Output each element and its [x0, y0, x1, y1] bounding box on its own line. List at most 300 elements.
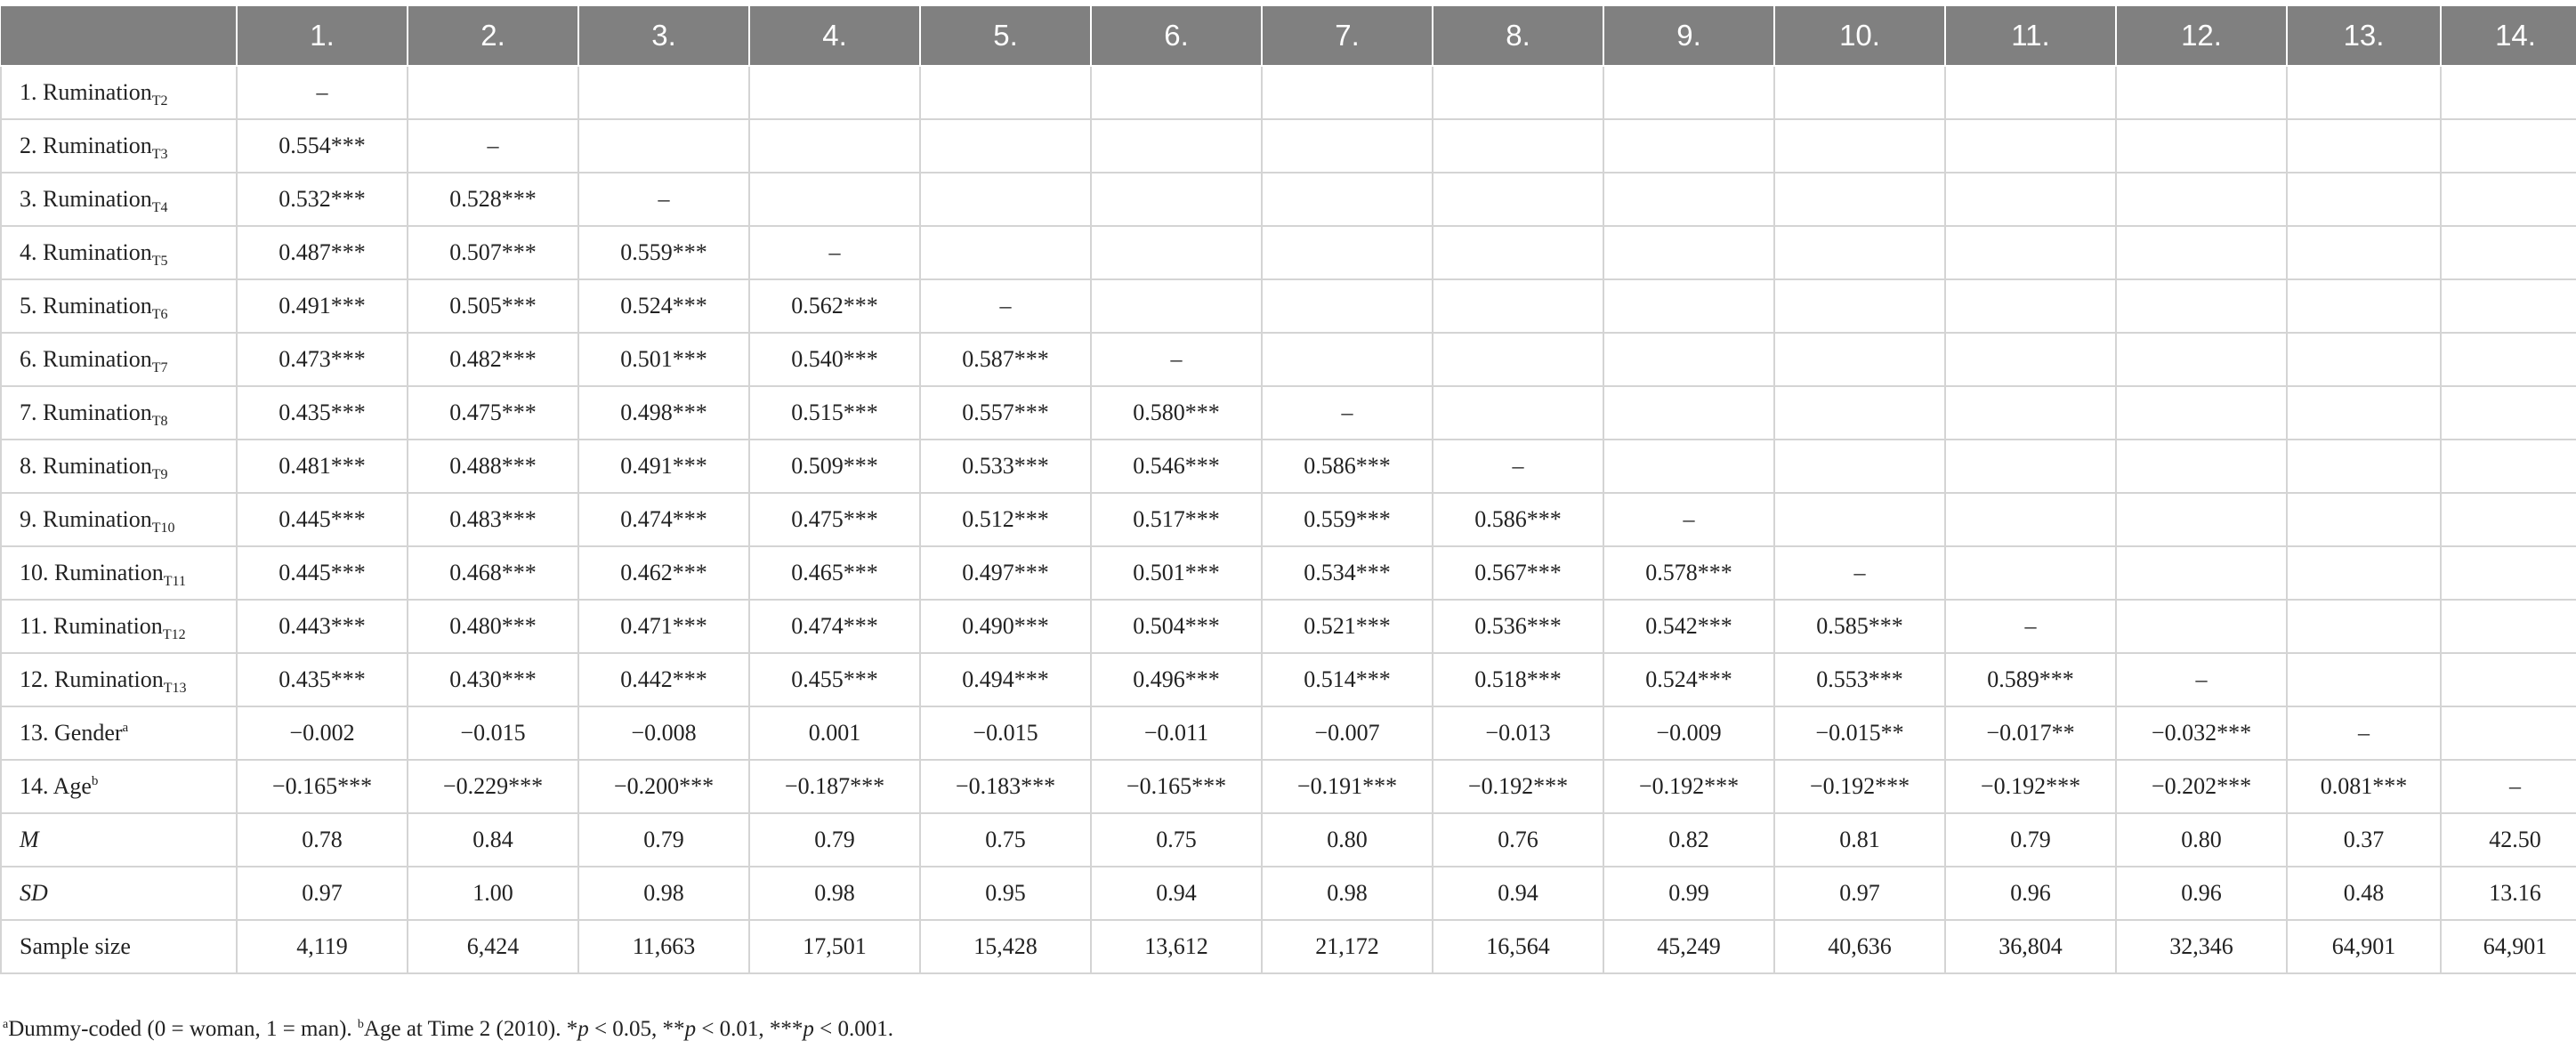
table-cell: 0.491*** [578, 440, 749, 493]
table-cell [578, 66, 749, 119]
table-cell: 32,346 [2116, 920, 2287, 973]
footnote-p-symbol: p [803, 1017, 814, 1041]
table-cell: 0.559*** [1262, 493, 1433, 546]
table-cell [1091, 119, 1262, 173]
table-cell: 0.488*** [408, 440, 578, 493]
row-label [1, 119, 237, 173]
table-cell: 0.94 [1091, 867, 1262, 920]
table-cell: 64,901 [2287, 920, 2441, 973]
table-cell: 0.98 [749, 867, 920, 920]
table-row [1, 333, 2576, 386]
column-header: 8. [1433, 6, 1603, 66]
footnote-p-symbol: p [684, 1017, 697, 1041]
table-cell: 0.501*** [1091, 546, 1262, 600]
table-cell [1945, 546, 2116, 600]
table-cell: 0.435*** [237, 653, 408, 706]
table-cell [2441, 653, 2576, 706]
table-cell: 0.37 [2287, 813, 2441, 867]
row-label-text: 3. Rumination [20, 186, 152, 212]
table-cell [1433, 66, 1603, 119]
table-cell [1945, 279, 2116, 333]
table-cell: 0.76 [1433, 813, 1603, 867]
table-cell: −0.008 [578, 706, 749, 760]
table-cell: −0.192*** [1774, 760, 1945, 813]
table-cell: 0.94 [1433, 867, 1603, 920]
table-cell: 0.482*** [408, 333, 578, 386]
table-cell [1945, 386, 2116, 440]
table-cell: 0.553*** [1774, 653, 1945, 706]
row-label-text: 2. Rumination [20, 133, 152, 158]
table-row [1, 920, 2576, 973]
footnote-marker-b: b [357, 1018, 364, 1031]
time-subscript: T4 [151, 200, 168, 215]
row-label-text: SD [20, 880, 48, 906]
table-cell: 0.80 [1262, 813, 1433, 867]
table-cell: −0.183*** [920, 760, 1091, 813]
table-cell: −0.202*** [2116, 760, 2287, 813]
table-cell: 0.445*** [237, 546, 408, 600]
table-cell [2116, 119, 2287, 173]
table-row [1, 760, 2576, 813]
table-cell [1774, 440, 1945, 493]
table-cell [1433, 279, 1603, 333]
table-cell: 0.98 [1262, 867, 1433, 920]
table-cell: 0.474*** [578, 493, 749, 546]
table-cell [2441, 173, 2576, 226]
column-header: 11. [1945, 6, 2116, 66]
table-cell [1262, 333, 1433, 386]
table-cell [749, 173, 920, 226]
column-header: 3. [578, 6, 749, 66]
table-cell: 13.16 [2441, 867, 2576, 920]
time-subscript: T13 [163, 681, 187, 696]
table-cell: 0.82 [1603, 813, 1774, 867]
table-cell: 0.533*** [920, 440, 1091, 493]
table-cell: −0.187*** [749, 760, 920, 813]
table-cell [2287, 226, 2441, 279]
row-label [1, 600, 237, 653]
table-cell [1774, 226, 1945, 279]
row-label-text: 10. Rumination [20, 560, 164, 585]
row-label [1, 653, 237, 706]
table-cell [2441, 279, 2576, 333]
table-cell: 0.528*** [408, 173, 578, 226]
footnote-p-symbol: p [577, 1017, 589, 1041]
table-cell: – [1091, 333, 1262, 386]
table-cell: −0.165*** [1091, 760, 1262, 813]
column-header: 1. [237, 6, 408, 66]
table-cell: 0.98 [578, 867, 749, 920]
table-cell: 0.524*** [1603, 653, 1774, 706]
table-cell: 6,424 [408, 920, 578, 973]
row-label-text: Sample size [20, 933, 131, 959]
table-cell [2287, 119, 2441, 173]
table-cell [1603, 173, 1774, 226]
column-header: 12. [2116, 6, 2287, 66]
table-cell: 45,249 [1603, 920, 1774, 973]
table-cell: 0.462*** [578, 546, 749, 600]
table-cell: −0.191*** [1262, 760, 1433, 813]
table-cell: 0.534*** [1262, 546, 1433, 600]
table-cell: 0.514*** [1262, 653, 1433, 706]
column-header: 7. [1262, 6, 1433, 66]
row-label [1, 333, 237, 386]
table-cell: – [1262, 386, 1433, 440]
table-cell: – [920, 279, 1091, 333]
table-cell [1603, 226, 1774, 279]
table-cell: 0.540*** [749, 333, 920, 386]
table-cell [2287, 173, 2441, 226]
time-subscript: T10 [151, 520, 175, 536]
table-cell: – [2116, 653, 2287, 706]
table-cell [1945, 333, 2116, 386]
table-cell: 0.471*** [578, 600, 749, 653]
table-cell: 0.97 [1774, 867, 1945, 920]
header-row [1, 6, 2576, 66]
table-row [1, 226, 2576, 279]
table-cell: −0.192*** [1603, 760, 1774, 813]
table-cell: 13,612 [1091, 920, 1262, 973]
column-header: 6. [1091, 6, 1262, 66]
table-cell [2441, 600, 2576, 653]
row-label [1, 66, 237, 119]
row-label [1, 867, 237, 920]
table-cell: −0.011 [1091, 706, 1262, 760]
table-row [1, 279, 2576, 333]
table-cell: 0.517*** [1091, 493, 1262, 546]
table-cell [1774, 66, 1945, 119]
table-cell: – [1945, 600, 2116, 653]
table-row [1, 173, 2576, 226]
table-cell [1603, 119, 1774, 173]
table-cell: 0.445*** [237, 493, 408, 546]
table-cell: −0.032*** [2116, 706, 2287, 760]
table-cell [749, 119, 920, 173]
table-cell [1945, 440, 2116, 493]
table-cell: 0.430*** [408, 653, 578, 706]
row-label-text: 6. Rumination [20, 346, 152, 372]
table-cell: 0.474*** [749, 600, 920, 653]
table-row [1, 653, 2576, 706]
table-cell [920, 119, 1091, 173]
header-corner-cell [1, 6, 237, 66]
table-cell: – [1433, 440, 1603, 493]
table-row [1, 440, 2576, 493]
table-cell [2287, 440, 2441, 493]
time-subscript: T7 [151, 360, 168, 375]
table-cell: 0.586*** [1262, 440, 1433, 493]
table-body [1, 66, 2576, 973]
table-cell: 11,663 [578, 920, 749, 973]
table-cell [1091, 66, 1262, 119]
row-label [1, 226, 237, 279]
table-cell: −0.192*** [1945, 760, 2116, 813]
table-cell: 0.585*** [1774, 600, 1945, 653]
table-cell: 0.483*** [408, 493, 578, 546]
table-cell: 0.95 [920, 867, 1091, 920]
table-cell [1603, 386, 1774, 440]
table-cell [1774, 333, 1945, 386]
column-header: 5. [920, 6, 1091, 66]
time-subscript: T9 [151, 467, 168, 482]
table-cell: 0.75 [1091, 813, 1262, 867]
table-cell: 0.97 [237, 867, 408, 920]
row-label-text: 9. Rumination [20, 506, 152, 532]
table-cell [1945, 66, 2116, 119]
table-cell [408, 66, 578, 119]
table-cell: 0.468*** [408, 546, 578, 600]
row-label-text: 5. Rumination [20, 293, 152, 319]
table-cell: 0.435*** [237, 386, 408, 440]
table-cell: 0.481*** [237, 440, 408, 493]
table-cell: 15,428 [920, 920, 1091, 973]
row-label [1, 493, 237, 546]
table-cell [920, 226, 1091, 279]
row-label [1, 920, 237, 973]
table-row [1, 119, 2576, 173]
table-row [1, 600, 2576, 653]
table-cell [2116, 493, 2287, 546]
column-header: 4. [749, 6, 920, 66]
table-cell: 0.562*** [749, 279, 920, 333]
table-cell: 1.00 [408, 867, 578, 920]
table-cell: 0.78 [237, 813, 408, 867]
table-cell: 0.475*** [749, 493, 920, 546]
table-cell: 64,901 [2441, 920, 2576, 973]
table-cell [2441, 546, 2576, 600]
row-label [1, 386, 237, 440]
table-cell [2116, 386, 2287, 440]
table-cell [1262, 226, 1433, 279]
table-cell [2441, 493, 2576, 546]
footnote-threshold: < 0.01, *** [696, 1017, 803, 1041]
table-cell: 40,636 [1774, 920, 1945, 973]
table-cell: −0.015 [920, 706, 1091, 760]
table-cell: −0.009 [1603, 706, 1774, 760]
table-cell: 0.490*** [920, 600, 1091, 653]
time-subscript: T3 [151, 147, 168, 162]
table-cell: 0.521*** [1262, 600, 1433, 653]
table-cell [2116, 440, 2287, 493]
table-cell: 0.84 [408, 813, 578, 867]
time-subscript: T12 [162, 627, 186, 642]
table-cell: 0.524*** [578, 279, 749, 333]
table-cell: 17,501 [749, 920, 920, 973]
table-cell [1603, 66, 1774, 119]
table-cell: 0.496*** [1091, 653, 1262, 706]
table-cell: 0.554*** [237, 119, 408, 173]
table-cell [1091, 173, 1262, 226]
table-cell [2116, 173, 2287, 226]
correlation-table [0, 6, 2576, 974]
table-cell: 0.491*** [237, 279, 408, 333]
time-subscript: T6 [151, 307, 168, 322]
table-cell [2441, 226, 2576, 279]
table-cell: 42.50 [2441, 813, 2576, 867]
table-cell: −0.007 [1262, 706, 1433, 760]
table-cell [2441, 66, 2576, 119]
table-cell: 0.587*** [920, 333, 1091, 386]
table-cell: 0.578*** [1603, 546, 1774, 600]
table-cell: −0.165*** [237, 760, 408, 813]
row-label [1, 546, 237, 600]
table-cell: 0.487*** [237, 226, 408, 279]
table-cell: – [237, 66, 408, 119]
row-label [1, 760, 237, 813]
table-cell: 0.475*** [408, 386, 578, 440]
footnote-text-a: Dummy-coded (0 = woman, 1 = man). [8, 1017, 358, 1041]
table-cell: −0.229*** [408, 760, 578, 813]
table-cell: 0.442*** [578, 653, 749, 706]
table-cell: 0.518*** [1433, 653, 1603, 706]
table-cell [2287, 66, 2441, 119]
table-cell: – [1603, 493, 1774, 546]
row-label-text: 1. Rumination [20, 79, 152, 105]
table-cell [1603, 279, 1774, 333]
table-cell [1433, 226, 1603, 279]
table-cell: 0.504*** [1091, 600, 1262, 653]
table-cell: 0.480*** [408, 600, 578, 653]
table-cell: 0.81 [1774, 813, 1945, 867]
table-cell: 0.509*** [749, 440, 920, 493]
table-cell: 0.542*** [1603, 600, 1774, 653]
table-cell: −0.017** [1945, 706, 2116, 760]
table-cell: −0.192*** [1433, 760, 1603, 813]
table-cell [1433, 386, 1603, 440]
row-label-text: 12. Rumination [20, 666, 164, 692]
table-cell: 0.512*** [920, 493, 1091, 546]
table-cell [2441, 386, 2576, 440]
table-cell: 0.498*** [578, 386, 749, 440]
footnote-superscript: a [122, 721, 129, 735]
row-label-text: 14. Age [20, 773, 92, 799]
row-label-text: 4. Rumination [20, 239, 152, 265]
column-header: 14. [2441, 6, 2576, 66]
table-cell [2441, 333, 2576, 386]
table-cell: 0.96 [1945, 867, 2116, 920]
table-cell [1091, 279, 1262, 333]
table-cell [920, 66, 1091, 119]
table-cell [2116, 546, 2287, 600]
table-cell [1603, 333, 1774, 386]
table-cell [2287, 546, 2441, 600]
table-cell: 0.465*** [749, 546, 920, 600]
table-cell: 0.79 [749, 813, 920, 867]
table-cell: 0.081*** [2287, 760, 2441, 813]
table-cell: 0.494*** [920, 653, 1091, 706]
row-label-text: 8. Rumination [20, 453, 152, 479]
table-cell: 0.473*** [237, 333, 408, 386]
table-cell: 0.589*** [1945, 653, 2116, 706]
table-cell [1774, 119, 1945, 173]
table-cell [578, 119, 749, 173]
table-cell [1603, 440, 1774, 493]
table-cell: 0.515*** [749, 386, 920, 440]
table-cell: 0.99 [1603, 867, 1774, 920]
table-cell: – [749, 226, 920, 279]
table-cell: 16,564 [1433, 920, 1603, 973]
table-cell: 0.75 [920, 813, 1091, 867]
table-cell: 0.532*** [237, 173, 408, 226]
row-label [1, 279, 237, 333]
table-cell [1262, 279, 1433, 333]
table-cell [2287, 333, 2441, 386]
table-cell [2116, 66, 2287, 119]
table-cell: – [2287, 706, 2441, 760]
table-row [1, 813, 2576, 867]
row-label-text: 11. Rumination [20, 613, 163, 639]
table-cell: −0.015** [1774, 706, 1945, 760]
table-cell [749, 66, 920, 119]
row-label-text: M [20, 827, 39, 852]
table-cell: 0.507*** [408, 226, 578, 279]
table-cell [1262, 66, 1433, 119]
table-cell [2287, 600, 2441, 653]
table-cell [2116, 333, 2287, 386]
table-cell: 0.586*** [1433, 493, 1603, 546]
table-cell: 0.497*** [920, 546, 1091, 600]
table-cell [1262, 119, 1433, 173]
table-cell: −0.002 [237, 706, 408, 760]
table-cell [1945, 173, 2116, 226]
time-subscript: T2 [151, 93, 168, 109]
table-cell: 0.501*** [578, 333, 749, 386]
table-cell: 0.536*** [1433, 600, 1603, 653]
table-footnote [3, 1017, 893, 1042]
table-cell [1091, 226, 1262, 279]
row-label [1, 440, 237, 493]
footnote-superscript: b [91, 774, 99, 788]
table-cell [1945, 226, 2116, 279]
table-cell: 0.567*** [1433, 546, 1603, 600]
table-cell [1774, 493, 1945, 546]
table-row [1, 546, 2576, 600]
table-cell [1774, 279, 1945, 333]
row-label-text: 13. Gender [20, 720, 123, 746]
column-header: 2. [408, 6, 578, 66]
table-cell [2116, 279, 2287, 333]
table-cell: 0.79 [1945, 813, 2116, 867]
table-cell [1774, 386, 1945, 440]
table-cell [1433, 333, 1603, 386]
table-cell: 21,172 [1262, 920, 1433, 973]
table-cell [2287, 279, 2441, 333]
row-label [1, 813, 237, 867]
time-subscript: T11 [163, 574, 186, 589]
table-cell: – [578, 173, 749, 226]
table-cell [920, 173, 1091, 226]
table-cell: 0.96 [2116, 867, 2287, 920]
table-cell: 0.001 [749, 706, 920, 760]
table-cell: 36,804 [1945, 920, 2116, 973]
table-cell [2287, 653, 2441, 706]
table-cell [1945, 493, 2116, 546]
table-row [1, 867, 2576, 920]
table-cell: 0.455*** [749, 653, 920, 706]
table-cell: 0.580*** [1091, 386, 1262, 440]
table-row [1, 66, 2576, 119]
table-cell [2287, 493, 2441, 546]
footnote-threshold: < 0.05, ** [588, 1017, 685, 1041]
footnote-threshold: < 0.001. [813, 1017, 894, 1041]
footnote-text-b: Age at Time 2 (2010). * [363, 1017, 578, 1041]
table-cell: 4,119 [237, 920, 408, 973]
table-cell [2287, 386, 2441, 440]
table-row [1, 493, 2576, 546]
row-label [1, 706, 237, 760]
column-header: 9. [1603, 6, 1774, 66]
table-cell: −0.013 [1433, 706, 1603, 760]
